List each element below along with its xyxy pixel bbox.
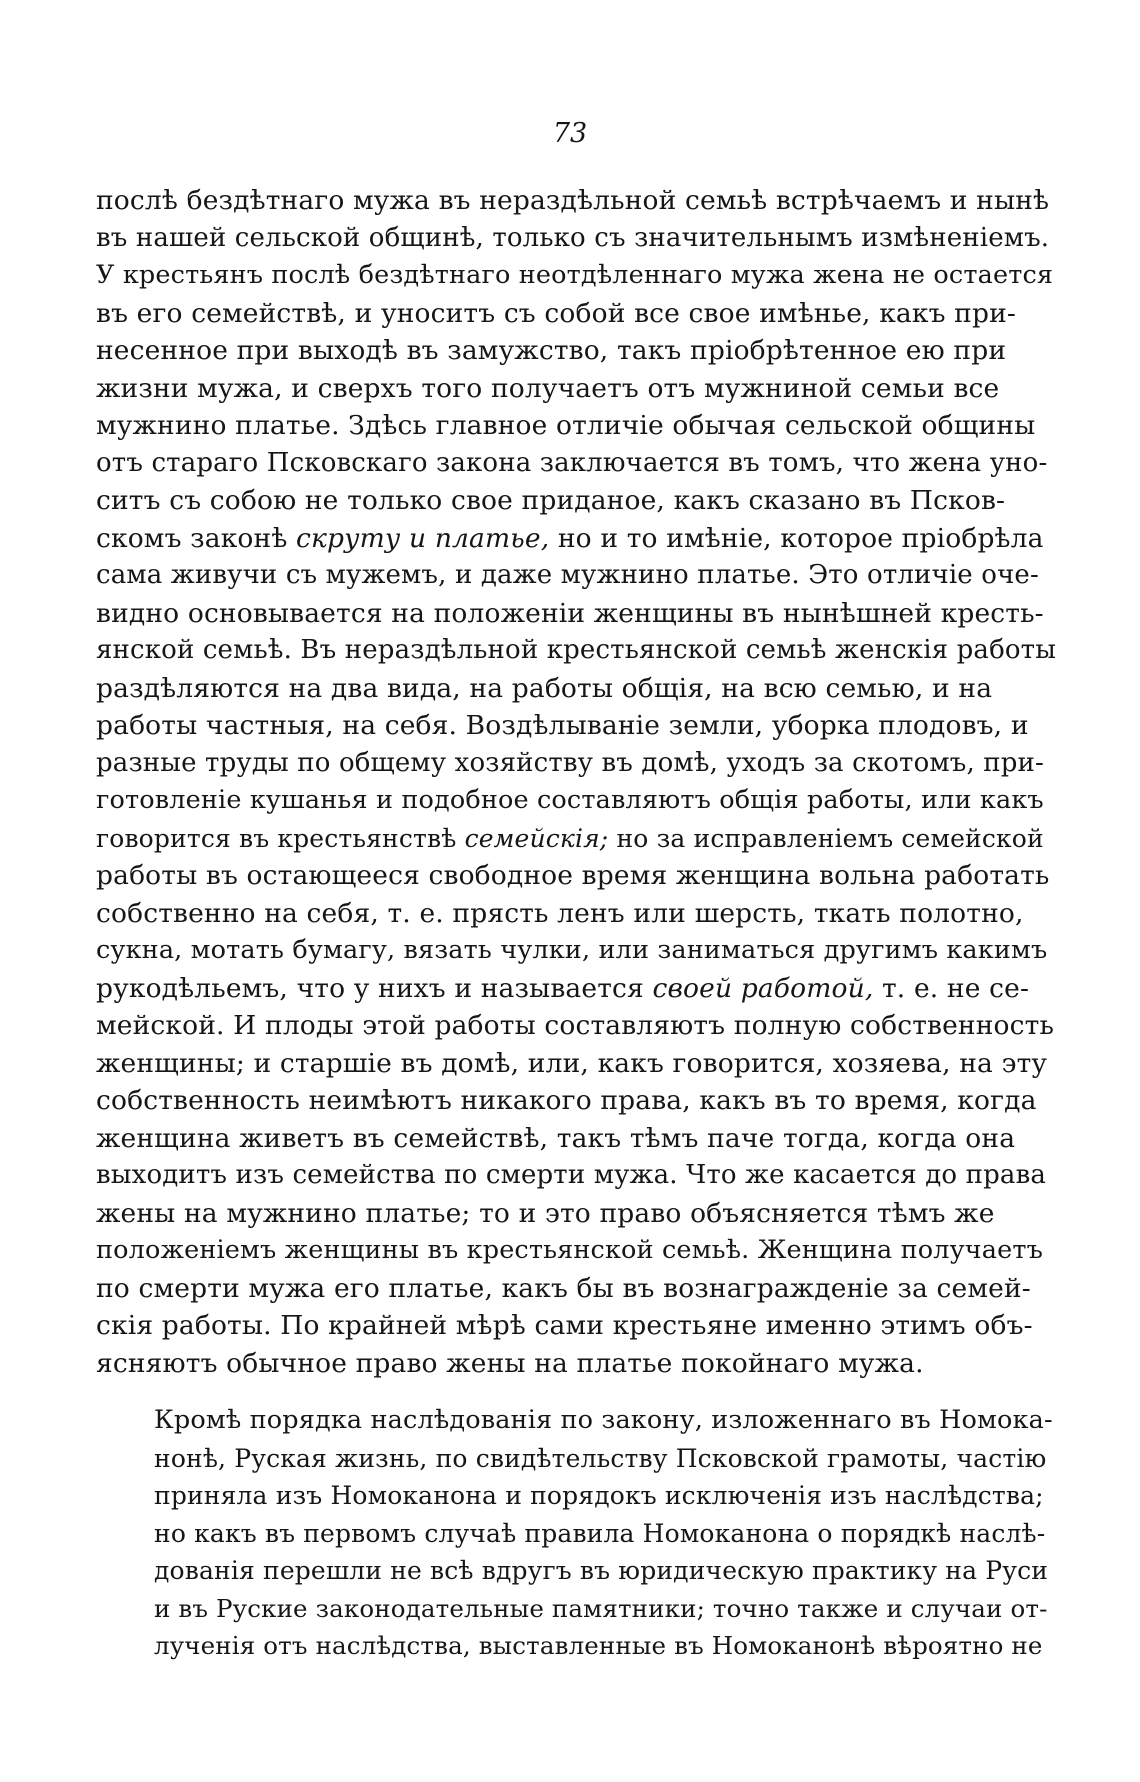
- line-text: положеніемъ женщины въ крестьянской семьѣ. Женщина получаетъ: [96, 1235, 1044, 1265]
- line-text: жизни мужа, и сверхъ того получаетъ отъ мужниной семьи все: [96, 372, 1000, 404]
- line-text: скомъ законѣ: [96, 522, 297, 554]
- line-text: т. е. не се-: [873, 972, 1030, 1004]
- line-text: работы въ остающееся свободное время женщина вольна работать: [96, 860, 1050, 891]
- text-line: [96, 745, 1056, 783]
- line-text: работы частныя, на себя. Воздѣлываніе земли, уборка плодовъ, и: [96, 710, 1029, 741]
- text-line: [96, 1270, 1056, 1308]
- text-line: [96, 257, 1056, 295]
- text-line: [96, 670, 1056, 708]
- line-text: рукодѣльемъ, что у нихъ и называется: [96, 972, 653, 1004]
- line-text: и въ Руские законодательные памятники; точно также и случаи от-: [154, 1593, 1048, 1623]
- text-line: [96, 895, 1056, 933]
- line-text: но какъ въ первомъ случаѣ правила Номоканона о порядкѣ наслѣ-: [154, 1518, 1046, 1548]
- line-text: дованія перешли не всѣ вдругъ въ юридическую практику на Руси: [154, 1556, 1049, 1585]
- line-text: раздѣляются на два вида, на работы общія, на всю семью, и на: [96, 672, 993, 704]
- text-line: [96, 632, 1056, 670]
- text-line: [96, 932, 1056, 970]
- line-text: но и то имѣніе, которое пріобрѣла: [549, 522, 1044, 554]
- text-line: [96, 1307, 1056, 1345]
- text-line: [96, 820, 1056, 858]
- text-line: [96, 1627, 1056, 1665]
- line-text: въ его семействѣ, и уноситъ съ собой все свое имѣнье, какъ при-: [96, 297, 1016, 329]
- line-text: выходитъ изъ семейства по смерти мужа. Что же касается до права: [96, 1160, 1047, 1190]
- italic-emphasis: семейскія;: [464, 823, 609, 853]
- text-line: [96, 1515, 1056, 1553]
- line-text: отъ стараго Псковскаго закона заключается въ томъ, что жена уно-: [96, 447, 1048, 478]
- text-line: [96, 1195, 1056, 1233]
- text-line: [96, 520, 1056, 558]
- text-line: [96, 782, 1056, 820]
- text-line: [96, 970, 1056, 1008]
- text-line: [96, 1157, 1056, 1195]
- italic-emphasis: своей работой,: [652, 972, 874, 1004]
- line-text: говорится въ крестьянствѣ: [96, 823, 465, 853]
- text-line: [96, 332, 1056, 370]
- line-text: разные труды по общему хозяйству въ домѣ, уходъ за скотомъ, при-: [96, 747, 1044, 778]
- line-text: У крестьянъ послѣ бездѣтнаго неотдѣленнаго мужа жена не остается: [96, 260, 1054, 290]
- text-line: [96, 482, 1056, 520]
- line-text: Кромѣ порядка наслѣдованія по закону, изложеннаго въ Номока-: [154, 1405, 1053, 1435]
- text-line: [96, 1082, 1056, 1120]
- line-text: мейской. И плоды этой работы составляютъ полную собственность: [96, 1010, 1055, 1041]
- line-text: сама живучи съ мужемъ, и даже мужнино платье. Это отличіе оче-: [96, 560, 1039, 590]
- text-line: [96, 1345, 1056, 1383]
- text-line: [96, 407, 1056, 445]
- line-text: готовленіе кушанья и подобное составляютъ общія работы, или какъ: [96, 785, 1044, 815]
- line-text: ситъ съ собою не только свое приданое, какъ сказано въ Псков-: [96, 485, 1006, 516]
- paragraph: [96, 182, 1056, 1382]
- text-line: [96, 1477, 1056, 1515]
- text-line: [96, 1232, 1056, 1270]
- italic-emphasis: скруту и платье,: [296, 522, 550, 554]
- paragraph: [96, 1402, 1056, 1665]
- text-line: [96, 370, 1056, 408]
- text-line: [96, 1440, 1056, 1478]
- text-line: [96, 707, 1056, 745]
- line-text: сукна, мотать бумагу, вязать чулки, или заниматься другимъ какимъ: [96, 935, 1048, 965]
- line-text: женщина живетъ въ семействѣ, такъ тѣмъ паче тогда, когда она: [96, 1122, 1016, 1154]
- line-text: ясняютъ обычное право жены на платье покойнаго мужа.: [96, 1347, 924, 1379]
- line-text: женщины; и старшіе въ домѣ, или, какъ говорится, хозяева, на эту: [96, 1047, 1048, 1079]
- line-text: собственно на себя, т. е. прясть ленъ или шерсть, ткать полотно,: [96, 897, 1024, 929]
- line-text: въ нашей сельской общинѣ, только съ значительнымъ измѣненіемъ.: [96, 222, 1050, 253]
- line-text: жены на мужнино платье; то и это право объясняется тѣмъ же: [96, 1197, 995, 1229]
- text-line: [96, 1045, 1056, 1083]
- text-line: [96, 1007, 1056, 1045]
- text-line: [96, 1402, 1056, 1440]
- line-text: несенное при выходѣ въ замужство, такъ пріобрѣтенное ею при: [96, 335, 1007, 366]
- line-text: собственность неимѣютъ никакого права, какъ въ то время, когда: [96, 1085, 1037, 1116]
- text-line: [96, 1120, 1056, 1158]
- line-text: янской семьѣ. Въ нераздѣльной крестьянской семьѣ женскія работы: [96, 635, 1057, 665]
- line-text: по смерти мужа его платье, какъ бы въ вознагражденіе за семей-: [96, 1272, 1031, 1304]
- text-line: [96, 1590, 1056, 1628]
- line-text: приняла изъ Номоканона и порядокъ исключенія изъ наслѣдства;: [154, 1481, 1044, 1510]
- line-text: видно основывается на положеніи женщины въ нынѣшней кресть-: [96, 597, 1044, 629]
- text-line: [96, 557, 1056, 595]
- line-text: послѣ бездѣтнаго мужа въ нераздѣльной семьѣ встрѣчаемъ и нынѣ: [96, 185, 1050, 216]
- text-line: [96, 445, 1056, 483]
- text-line: [96, 220, 1056, 258]
- text-line: [96, 595, 1056, 633]
- text-line: [96, 1552, 1056, 1590]
- line-text: нонѣ, Руская жизнь, по свидѣтельству Псковской грамоты, частію: [154, 1443, 1047, 1473]
- line-text: скія работы. По крайней мѣрѣ сами крестьяне именно этимъ объ-: [96, 1310, 1033, 1341]
- text-line: [96, 857, 1056, 895]
- text-line: [96, 182, 1056, 220]
- page-number: 73: [552, 118, 588, 149]
- line-text: но за исправленіемъ семейской: [608, 823, 1044, 853]
- line-text: лученія отъ наслѣдства, выставленные въ Номоканонѣ вѣроятно не: [154, 1631, 1043, 1660]
- line-text: мужнино платье. Здѣсь главное отличіе обычая сельской общины: [96, 410, 1036, 441]
- text-line: [96, 295, 1056, 333]
